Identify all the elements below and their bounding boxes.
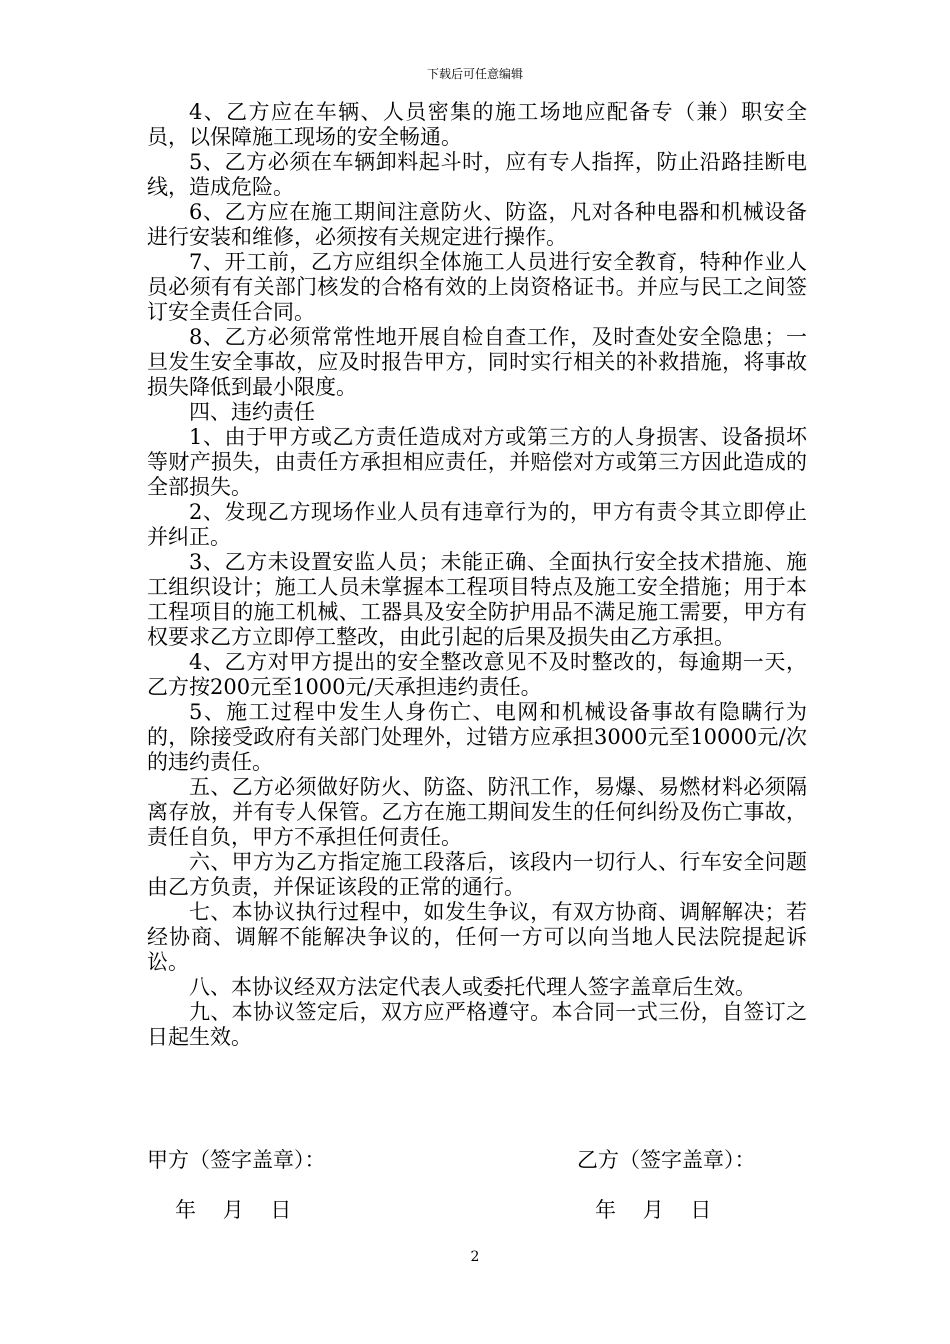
clause-paragraph: 五、乙方必须做好防火、防盗、防汛工作，易爆、易燃材料必须隔离存放，并有专人保管。乙方在施工期间发生的任何纠纷及伤亡事故，责任自负，甲方不承担任何责任。 bbox=[147, 775, 807, 849]
clause-paragraph: 六、甲方为乙方指定施工段落后，该段内一切行人、行车安全问题由乙方负责，并保证该段的正常的通行。 bbox=[147, 850, 807, 899]
clause-paragraph: 七、本协议执行过程中，如发生争议，有双方协商、调解解决；若经协商、调解不能解决争议的，任何一方可以向当地人民法院提起诉讼。 bbox=[147, 900, 807, 974]
clause-paragraph: 4、乙方应在车辆、人员密集的施工场地应配备专（兼）职安全员，以保障施工现场的安全畅通。 bbox=[147, 100, 807, 149]
clause-paragraph: 八、本协议经双方法定代表人或委托代理人签字盖章后生效。 bbox=[189, 975, 756, 999]
signature-block bbox=[147, 1148, 807, 1228]
clause-paragraph: 5、施工过程中发生人身伤亡、电网和机械设备事故有隐瞒行为的，除接受政府有关部门处理外，过错方应承担3000元至10000元/次的违约责任。 bbox=[147, 700, 807, 774]
document-body bbox=[147, 100, 807, 1050]
party-a-date: 年 月 日 bbox=[175, 1198, 292, 1222]
page-header: 下载后可任意编辑 bbox=[426, 67, 523, 81]
clause-paragraph: 3、乙方未设置安监人员；未能正确、全面执行安全技术措施、施工组织设计；施工人员未掌握本工程项目特点及施工安全措施；用于本工程项目的施工机械、工器具及安全防护用品不满足施工需要，甲方有权要求乙方立即停工整改，由此引起的后果及损失由乙方承担。 bbox=[147, 550, 807, 649]
page-number: 2 bbox=[470, 1249, 480, 1265]
party-b-date: 年 月 日 bbox=[595, 1198, 712, 1222]
clause-paragraph: 5、乙方必须在车辆卸料起斗时，应有专人指挥，防止沿路挂断电线，造成危险。 bbox=[147, 150, 807, 199]
clause-paragraph: 6、乙方应在施工期间注意防火、防盗，凡对各种电器和机械设备进行安装和维修，必须按有关规定进行操作。 bbox=[147, 200, 807, 249]
clause-paragraph: 4、乙方对甲方提出的安全整改意见不及时整改的，每逾期一天，乙方按200元至1000元/天承担违约责任。 bbox=[147, 650, 807, 699]
party-b-signature-label: 乙方（签字盖章）： bbox=[577, 1148, 756, 1172]
clause-paragraph: 7、开工前，乙方应组织全体施工人员进行安全教育，特种作业人员必须有有关部门核发的合格有效的上岗资格证书。并应与民工之间签订安全责任合同。 bbox=[147, 250, 807, 324]
party-a-signature-label: 甲方（签字盖章）： bbox=[147, 1148, 326, 1172]
clause-paragraph: 2、发现乙方现场作业人员有违章行为的，甲方有责令其立即停止并纠正。 bbox=[147, 500, 807, 549]
section-heading: 四、违约责任 bbox=[189, 400, 315, 424]
clause-paragraph: 8、乙方必须常常性地开展自检自查工作，及时查处安全隐患；一旦发生安全事故，应及时报告甲方，同时实行相关的补救措施，将事故损失降低到最小限度。 bbox=[147, 325, 807, 399]
clause-paragraph: 1、由于甲方或乙方责任造成对方或第三方的人身损害、设备损坏等财产损失，由责任方承担相应责任，并赔偿对方或第三方因此造成的全部损失。 bbox=[147, 425, 807, 499]
clause-paragraph: 九、本协议签定后，双方应严格遵守。本合同一式三份，自签订之日起生效。 bbox=[147, 1000, 807, 1049]
